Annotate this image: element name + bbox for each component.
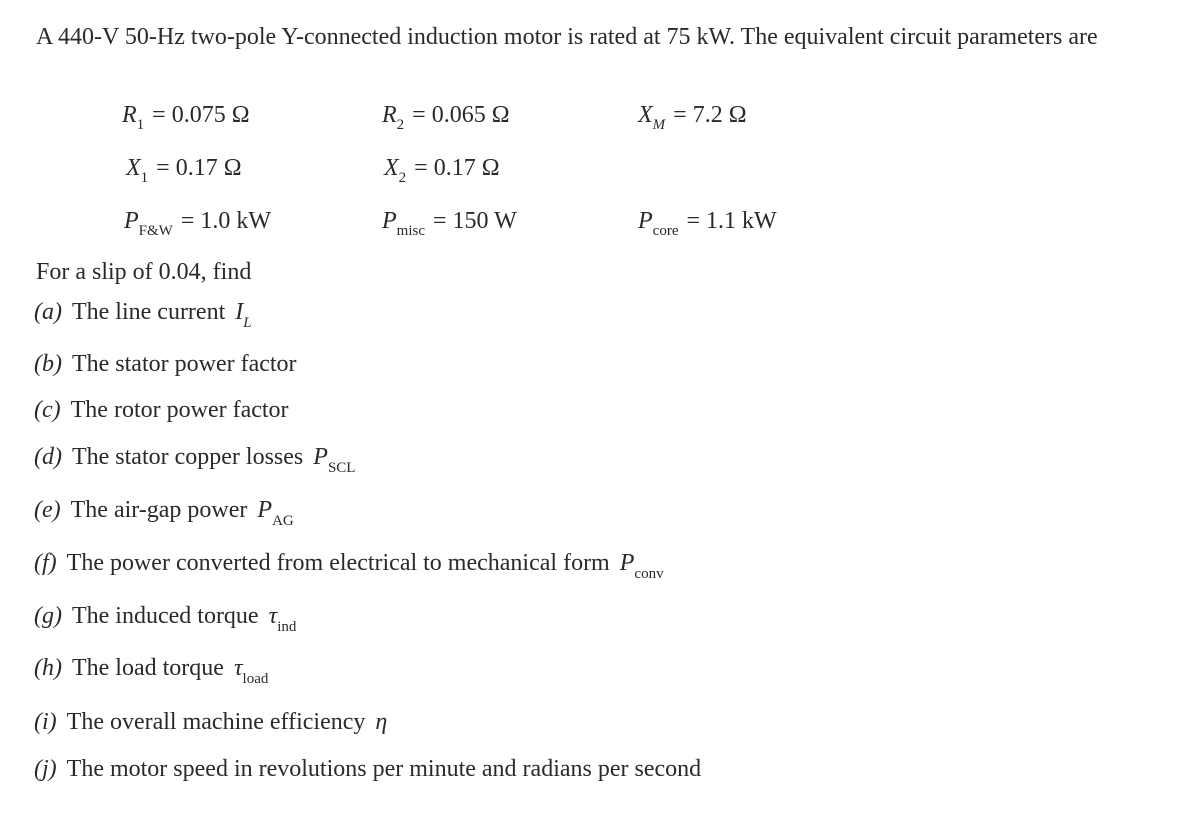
param-symbol: X: [638, 102, 653, 128]
param-x2: [384, 153, 500, 186]
param-x1: [126, 153, 242, 186]
param-subscript: F&W: [138, 223, 173, 239]
param-r1: [122, 100, 250, 133]
item-variable: τ: [233, 655, 243, 681]
item-variable: P: [619, 550, 635, 576]
param-subscript: 1: [136, 117, 145, 133]
question-item-g: [34, 600, 296, 635]
param-symbol: R: [122, 102, 137, 128]
item-text: The line current: [71, 299, 226, 325]
item-text: The induced torque: [71, 603, 259, 629]
item-subscript: load: [242, 671, 269, 687]
item-text: The air-gap power: [70, 497, 248, 523]
question-item-b: [34, 348, 297, 380]
param-value: = 1.1 kW: [686, 208, 777, 234]
item-subscript: SCL: [327, 460, 356, 476]
param-symbol: P: [124, 208, 139, 234]
item-text: The load torque: [71, 655, 224, 681]
item-label: (g): [34, 603, 62, 629]
find-prompt: For a slip of 0.04, find: [36, 259, 252, 285]
param-value: = 1.0 kW: [180, 208, 272, 234]
item-subscript: L: [243, 315, 252, 331]
item-variable: τ: [268, 603, 278, 629]
param-r2: [382, 100, 510, 133]
param-symbol: X: [384, 155, 399, 181]
param-value: = 0.17 Ω: [156, 155, 242, 181]
param-symbol: P: [382, 208, 397, 234]
item-variable: P: [257, 497, 273, 523]
item-subscript: ind: [277, 619, 297, 635]
item-variable: I: [235, 299, 244, 325]
param-subscript: 2: [398, 170, 407, 186]
question-item-h: [34, 652, 268, 687]
item-label: (j): [34, 756, 57, 782]
param-subscript: core: [652, 223, 679, 239]
param-pfw: [124, 206, 271, 239]
item-text: The stator copper losses: [71, 444, 304, 470]
param-subscript: 2: [396, 117, 405, 133]
param-pcore: [638, 206, 777, 239]
item-label: (a): [34, 299, 62, 325]
item-variable: η: [375, 709, 388, 735]
item-text: The overall machine efficiency: [66, 709, 366, 735]
item-label: (d): [34, 444, 62, 470]
param-subscript: 1: [140, 170, 149, 186]
param-symbol: X: [126, 155, 141, 181]
param-symbol: R: [382, 102, 397, 128]
item-text: The rotor power factor: [70, 397, 289, 423]
question-item-c: [34, 394, 289, 426]
item-label: (b): [34, 351, 62, 377]
item-text: The power converted from electrical to mechanical form: [66, 550, 610, 576]
param-subscript: M: [652, 117, 666, 133]
question-item-e: [34, 494, 294, 529]
question-item-a: [34, 296, 252, 331]
param-value: = 0.075 Ω: [152, 102, 250, 128]
param-value: = 150 W: [433, 208, 517, 234]
item-text: The stator power factor: [71, 351, 297, 377]
param-value: = 0.17 Ω: [414, 155, 500, 181]
problem-intro: A 440-V 50-Hz two-pole Y-connected induction motor is rated at 75 kW. The equivalent circuit parameters are: [36, 24, 1098, 50]
item-text: The motor speed in revolutions per minute and radians per second: [66, 756, 702, 782]
param-subscript: misc: [396, 223, 426, 239]
item-subscript: AG: [272, 513, 294, 529]
item-label: (h): [34, 655, 62, 681]
param-symbol: P: [638, 208, 653, 234]
item-label: (c): [34, 397, 61, 423]
item-variable: P: [313, 444, 328, 470]
param-pmisc: [382, 206, 517, 239]
param-value: = 7.2 Ω: [673, 102, 747, 128]
question-item-i: [34, 706, 387, 738]
question-item-f: [34, 547, 664, 582]
param-xm: [638, 100, 747, 133]
param-value: = 0.065 Ω: [412, 102, 510, 128]
item-label: (i): [34, 709, 57, 735]
item-label: (e): [34, 497, 61, 523]
question-item-d: [34, 441, 355, 476]
item-subscript: conv: [634, 566, 664, 582]
question-item-j: [34, 753, 701, 785]
item-label: (f): [34, 550, 57, 576]
